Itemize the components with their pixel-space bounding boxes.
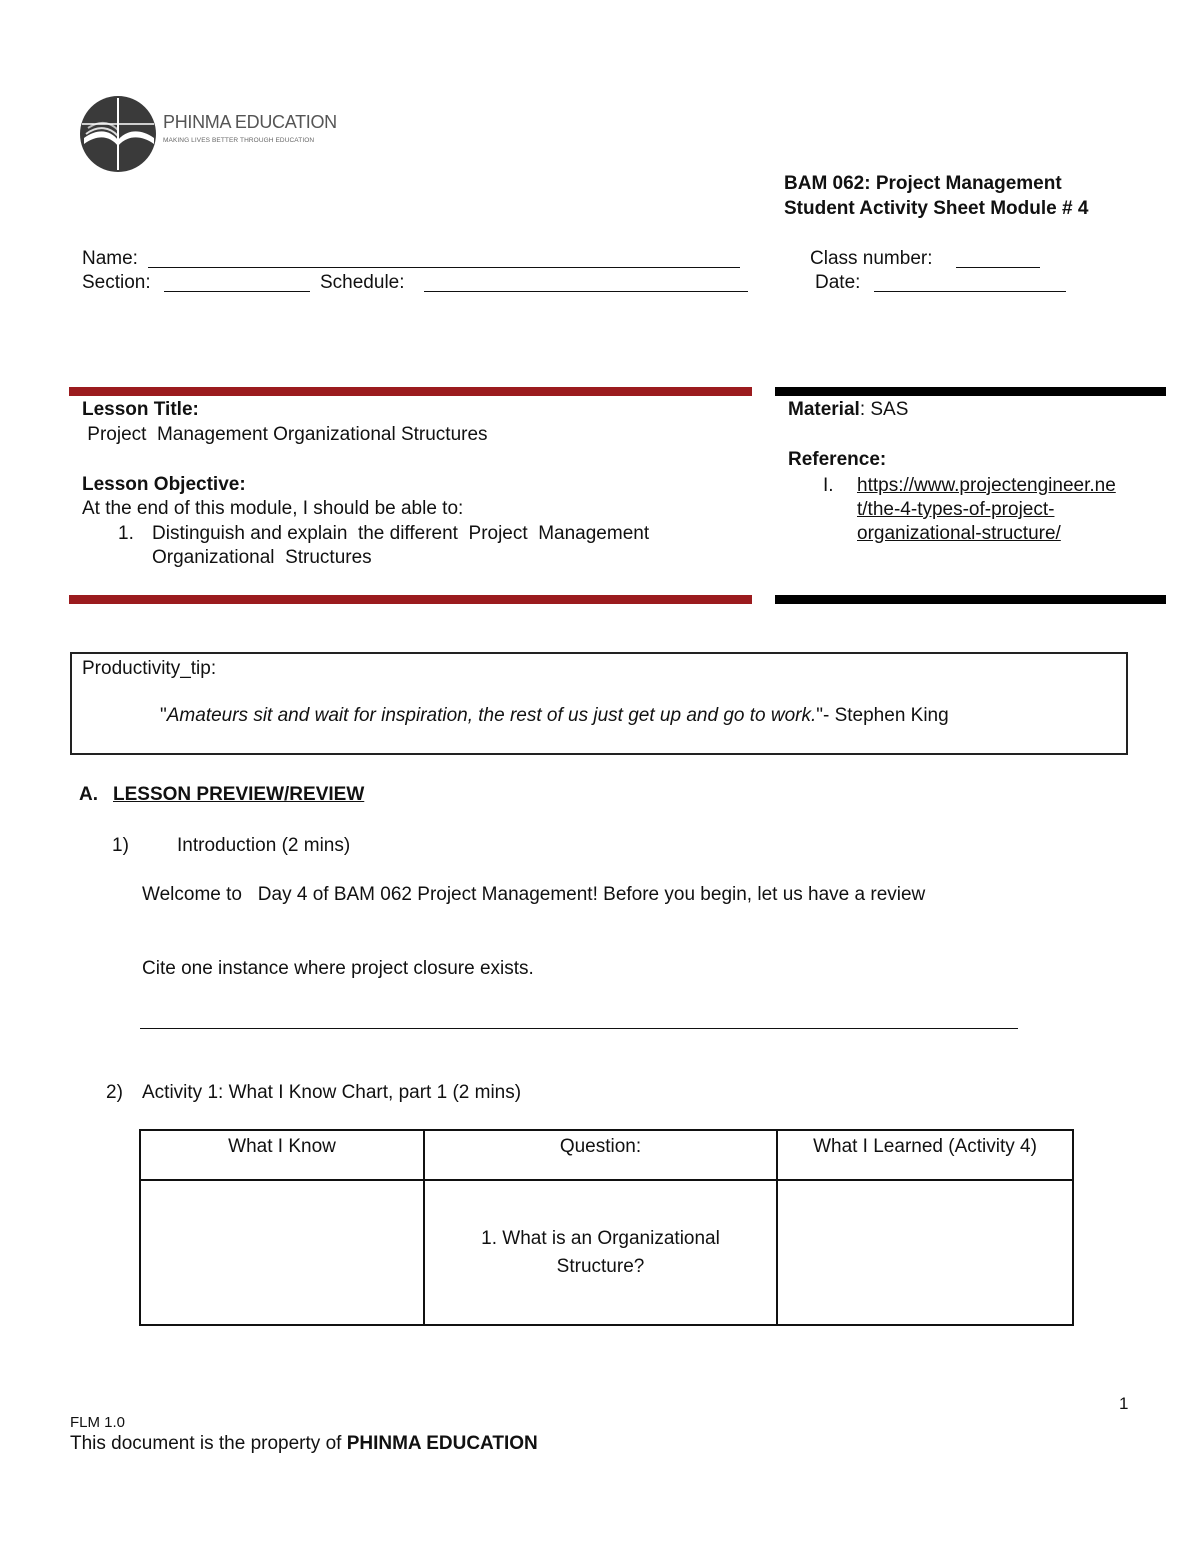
- date-field[interactable]: [874, 291, 1066, 292]
- material-bottom-rule: [775, 595, 1166, 604]
- cell-question: [424, 1180, 777, 1325]
- logo-tagline: MAKING LIVES BETTER THROUGH EDUCATION: [163, 137, 315, 144]
- page-number: 1: [1119, 1394, 1129, 1413]
- name-field[interactable]: [148, 267, 740, 268]
- lesson-bottom-rule: [69, 595, 752, 604]
- material-line: Material: SAS: [788, 399, 909, 420]
- class-number-label: Class number:: [810, 248, 933, 269]
- item-1-label: Introduction (2 mins): [177, 835, 351, 856]
- activity-sheet-title: Student Activity Sheet Module # 4: [784, 198, 1089, 219]
- reference-label: Reference:: [788, 449, 887, 470]
- question-line-2: Structure?: [556, 1255, 645, 1277]
- date-label: Date:: [815, 272, 861, 293]
- reference-link-line-2[interactable]: t/the-4-types-of-project-: [857, 499, 1055, 520]
- header-question: Question:: [424, 1130, 777, 1180]
- answer-line[interactable]: [140, 1028, 1018, 1029]
- productivity-tip-quote: "Amateurs sit and wait for inspiration, the rest of us just get up and go to work."- Stephen King: [160, 705, 949, 726]
- flm-version: FLM 1.0: [70, 1414, 126, 1431]
- property-notice: This document is the property of PHINMA EDUCATION: [70, 1433, 538, 1454]
- item-2-number: 2): [106, 1082, 123, 1103]
- schedule-field[interactable]: [424, 291, 748, 292]
- phinma-logo: [78, 94, 338, 174]
- lesson-objective-label: Lesson Objective:: [82, 474, 246, 495]
- reference-link-line-1[interactable]: https://www.projectengineer.ne: [857, 475, 1116, 496]
- productivity-tip-label: Productivity_tip:: [82, 658, 217, 679]
- section-a-letter: A.: [79, 784, 98, 805]
- cell-what-i-learned[interactable]: [777, 1180, 1073, 1325]
- table-row: [140, 1180, 1073, 1325]
- what-i-know-table: [139, 1129, 1074, 1326]
- reference-link[interactable]: [857, 474, 1116, 546]
- section-field[interactable]: [164, 291, 310, 292]
- objective-line-2: Organizational Structures: [152, 547, 372, 568]
- section-a-heading: LESSON PREVIEW/REVIEW: [113, 784, 365, 805]
- lesson-title-label: Lesson Title:: [82, 399, 199, 420]
- item-1-number: 1): [112, 835, 129, 856]
- class-number-field[interactable]: [956, 267, 1040, 268]
- course-title: BAM 062: Project Management: [784, 173, 1062, 194]
- review-prompt: Cite one instance where project closure exists.: [142, 958, 534, 979]
- schedule-label: Schedule:: [320, 272, 405, 293]
- objective-number: 1.: [118, 523, 134, 544]
- material-top-rule: [775, 387, 1166, 396]
- header-what-i-learned: What I Learned (Activity 4): [777, 1130, 1073, 1180]
- lesson-title-value: Project Management Organizational Structures: [87, 424, 488, 445]
- lesson-objective-intro: At the end of this module, I should be able to:: [82, 498, 464, 519]
- reference-link-line-3[interactable]: organizational-structure/: [857, 523, 1061, 544]
- question-line-1: 1. What is an Organizational: [481, 1227, 720, 1249]
- table-header-row: [140, 1130, 1073, 1180]
- cell-what-i-know[interactable]: [140, 1180, 424, 1325]
- header-what-i-know: What I Know: [140, 1130, 424, 1180]
- logo-name: PHINMA EDUCATION: [163, 112, 337, 132]
- name-label: Name:: [82, 248, 138, 269]
- lesson-top-rule: [69, 387, 752, 396]
- welcome-text: Welcome to Day 4 of BAM 062 Project Management! Before you begin, let us have a review: [142, 884, 926, 905]
- reference-number: I.: [823, 475, 834, 496]
- book-globe-icon: [78, 94, 158, 174]
- item-2-label: Activity 1: What I Know Chart, part 1 (2 mins): [142, 1082, 522, 1103]
- section-label: Section:: [82, 272, 151, 293]
- objective-line-1: Distinguish and explain the different Project Management: [152, 523, 650, 544]
